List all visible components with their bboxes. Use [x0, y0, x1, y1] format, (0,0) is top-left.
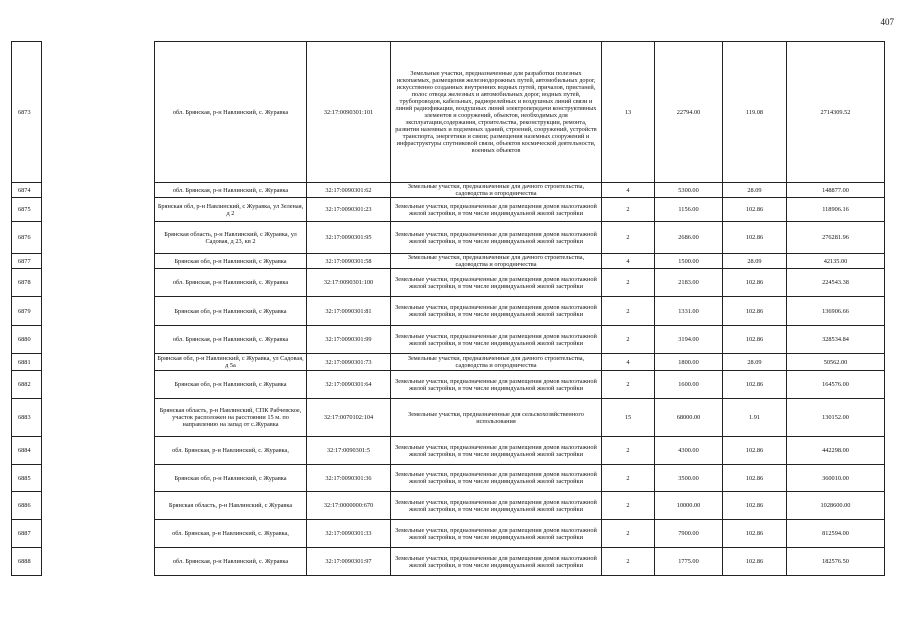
specific-value-cell: 102.86: [723, 492, 787, 520]
cadastral-value-cell: 1028600.00: [787, 492, 885, 520]
specific-value-cell: 28.09: [723, 183, 787, 198]
blank-gap-cell: [42, 326, 155, 354]
blank-gap-cell: [42, 371, 155, 399]
cadastral-value-cell: 118906.16: [787, 198, 885, 222]
specific-value-cell: 28.09: [723, 354, 787, 371]
address-cell: Брянская обл, р-н Навлинский, с Журавка: [155, 297, 307, 326]
land-group-cell: 2: [602, 326, 655, 354]
land-group-cell: 4: [602, 254, 655, 269]
cadastral-value-cell: 224543.38: [787, 269, 885, 297]
row-number-cell: 6877: [12, 254, 42, 269]
specific-value-cell: 102.86: [723, 548, 787, 576]
table-row: [12, 354, 885, 371]
table-row: [12, 520, 885, 548]
row-number-cell: 6880: [12, 326, 42, 354]
blank-gap-cell: [42, 465, 155, 492]
area-cell: 3194.00: [655, 326, 723, 354]
row-number-cell: 6876: [12, 222, 42, 254]
row-number-cell: 6887: [12, 520, 42, 548]
table-row: [12, 183, 885, 198]
land-use-purpose-cell: Земельные участки, предназначенные для размещения домов малоэтажной жилой застройки, в том числе индивидуальной жилой застройки: [391, 465, 602, 492]
area-cell: 2183.00: [655, 269, 723, 297]
address-cell: Брянская область, р-н Навлинский, СПК Рабчевское, участок расположен на расстоянии 15 м. по направлению на запад от с.Журавка: [155, 399, 307, 437]
address-cell: обл. Брянская, р-н Навлинский, с. Журавка,: [155, 437, 307, 465]
table-row: [12, 371, 885, 399]
table-row: [12, 326, 885, 354]
specific-value-cell: 102.86: [723, 297, 787, 326]
specific-value-cell: 102.86: [723, 326, 787, 354]
specific-value-cell: 102.86: [723, 520, 787, 548]
specific-value-cell: 102.86: [723, 222, 787, 254]
address-cell: Брянская обл, р-н Навлинский, с Журавка, ул Садовая, д 5а: [155, 354, 307, 371]
address-cell: Брянская область, р-н Навлинский, с Журавка, ул Садовая, д 23, кв 2: [155, 222, 307, 254]
table-row: [12, 465, 885, 492]
row-number-cell: 6879: [12, 297, 42, 326]
area-cell: 7900.00: [655, 520, 723, 548]
table-row: [12, 222, 885, 254]
area-cell: 68000.00: [655, 399, 723, 437]
address-cell: обл. Брянская, р-н Навлинский, с. Журавка,: [155, 520, 307, 548]
land-group-cell: 4: [602, 183, 655, 198]
blank-gap-cell: [42, 297, 155, 326]
land-group-cell: 2: [602, 371, 655, 399]
land-use-purpose-cell: Земельные участки, предназначенные для размещения домов малоэтажной жилой застройки, в том числе индивидуальной жилой застройки: [391, 437, 602, 465]
cadastral-value-cell: 164576.00: [787, 371, 885, 399]
land-use-purpose-cell: Земельные участки, предназначенные для размещения домов малоэтажной жилой застройки, в том числе индивидуальной жилой застройки: [391, 198, 602, 222]
cadastral-number-cell: 32:17:0090301:36: [307, 465, 391, 492]
cadastral-number-cell: 32:17:0090301:64: [307, 371, 391, 399]
cadastral-number-cell: 32:17:0090301:100: [307, 269, 391, 297]
area-cell: 22794.00: [655, 42, 723, 183]
table-row: [12, 198, 885, 222]
cadastral-value-cell: 136906.66: [787, 297, 885, 326]
cadastral-value-cell: 812594.00: [787, 520, 885, 548]
land-use-purpose-cell: Земельные участки, предназначенные для размещения домов малоэтажной жилой застройки, в том числе индивидуальной жилой застройки: [391, 297, 602, 326]
land-use-purpose-cell: Земельные участки, предназначенные для сельскохозяйственного использования: [391, 399, 602, 437]
row-number-cell: 6884: [12, 437, 42, 465]
blank-gap-cell: [42, 548, 155, 576]
land-group-cell: 2: [602, 297, 655, 326]
specific-value-cell: 102.86: [723, 437, 787, 465]
land-group-cell: 2: [602, 198, 655, 222]
table-row: [12, 548, 885, 576]
blank-gap-cell: [42, 254, 155, 269]
row-number-cell: 6881: [12, 354, 42, 371]
cadastral-number-cell: 32:17:0090301:58: [307, 254, 391, 269]
row-number-cell: 6888: [12, 548, 42, 576]
land-group-cell: 2: [602, 222, 655, 254]
land-group-cell: 2: [602, 492, 655, 520]
cadastral-value-cell: 276281.96: [787, 222, 885, 254]
land-use-purpose-cell: Земельные участки, предназначенные для размещения домов малоэтажной жилой застройки, в том числе индивидуальной жилой застройки: [391, 548, 602, 576]
row-number-cell: 6882: [12, 371, 42, 399]
specific-value-cell: 102.86: [723, 198, 787, 222]
blank-gap-cell: [42, 222, 155, 254]
area-cell: 1331.00: [655, 297, 723, 326]
page-number: 407: [880, 17, 894, 27]
blank-gap-cell: [42, 354, 155, 371]
cadastral-number-cell: 32:17:0090301:23: [307, 198, 391, 222]
blank-gap-cell: [42, 269, 155, 297]
blank-gap-cell: [42, 183, 155, 198]
address-cell: Брянская область, р-н Навлинский, с Журавка: [155, 492, 307, 520]
cadastral-number-cell: 32:17:0090301:99: [307, 326, 391, 354]
row-number-cell: 6875: [12, 198, 42, 222]
table-body: [12, 42, 885, 576]
area-cell: 1500.00: [655, 254, 723, 269]
land-use-purpose-cell: Земельные участки, предназначенные для разработки полезных ископаемых, размещения железнодорожных путей, автомобильных дорог, искусственно созданных внутренних водных путей, причалов, пристаней, полос отвода железных и автомобильных дорог, водных путей, трубопроводов, кабельных, радиорелейных и воздушных линий связи и линий радиофикации, воздушных линий электропередачи конструктивных элементов и сооружений, объектов, необходимых для эксплуатации,содержания, строительства, реконструкции, ремонта, развития наземных и подземных зданий, строений, сооружений, устройств транспорта, энергетики и связи; размещения наземных сооружений и инфраструктуры спутниковой связи, объектов космической деятельности, военных объектов: [391, 42, 602, 183]
cadastral-value-cell: 148877.00: [787, 183, 885, 198]
area-cell: 1800.00: [655, 354, 723, 371]
table-row: [12, 254, 885, 269]
row-number-cell: 6878: [12, 269, 42, 297]
cadastral-value-cell: 442298.00: [787, 437, 885, 465]
cadastral-value-cell: 2714309.52: [787, 42, 885, 183]
row-number-cell: 6874: [12, 183, 42, 198]
area-cell: 1156.00: [655, 198, 723, 222]
cadastral-number-cell: 32:17:0070102:104: [307, 399, 391, 437]
cadastral-number-cell: 32:17:0090301:33: [307, 520, 391, 548]
cadastral-number-cell: 32:17:0090301:97: [307, 548, 391, 576]
address-cell: Брянская обл, р-н Навлинский, с Журавка, ул Зеленая, д 2: [155, 198, 307, 222]
land-group-cell: 15: [602, 399, 655, 437]
table-row: [12, 42, 885, 183]
specific-value-cell: 28.09: [723, 254, 787, 269]
row-number-cell: 6883: [12, 399, 42, 437]
address-cell: Брянская обл, р-н Навлинский, с Журавка: [155, 254, 307, 269]
table-row: [12, 437, 885, 465]
address-cell: обл. Брянская, р-н Навлинский, с. Журавка: [155, 183, 307, 198]
specific-value-cell: 102.86: [723, 269, 787, 297]
cadastral-number-cell: 32:17:0090301:73: [307, 354, 391, 371]
address-cell: обл. Брянская, р-н Навлинский, с. Журавка: [155, 326, 307, 354]
area-cell: 3500.00: [655, 465, 723, 492]
land-use-purpose-cell: Земельные участки, предназначенные для размещения домов малоэтажной жилой застройки, в том числе индивидуальной жилой застройки: [391, 520, 602, 548]
land-group-cell: 13: [602, 42, 655, 183]
land-group-cell: 2: [602, 548, 655, 576]
address-cell: Брянская обл, р-н Навлинский, с Журавка: [155, 465, 307, 492]
specific-value-cell: 119.08: [723, 42, 787, 183]
table-row: [12, 492, 885, 520]
area-cell: 4300.00: [655, 437, 723, 465]
area-cell: 1600.00: [655, 371, 723, 399]
address-cell: Брянская обл, р-н Навлинский, с Журавка: [155, 371, 307, 399]
specific-value-cell: 102.86: [723, 371, 787, 399]
blank-gap-cell: [42, 42, 155, 183]
land-group-cell: 2: [602, 437, 655, 465]
cadastral-number-cell: 32:17:0090301:101: [307, 42, 391, 183]
cadastral-value-cell: 360010.00: [787, 465, 885, 492]
land-use-purpose-cell: Земельные участки, предназначенные для дачного строительства, садоводства и огородничества: [391, 183, 602, 198]
specific-value-cell: 1.91: [723, 399, 787, 437]
area-cell: 1775.00: [655, 548, 723, 576]
area-cell: 2686.00: [655, 222, 723, 254]
address-cell: обл. Брянская, р-н Навлинский, с. Журавка: [155, 269, 307, 297]
row-number-cell: 6886: [12, 492, 42, 520]
land-use-purpose-cell: Земельные участки, предназначенные для размещения домов малоэтажной жилой застройки, в том числе индивидуальной жилой застройки: [391, 222, 602, 254]
address-cell: обл. Брянская, р-н Навлинский, с. Журавка: [155, 548, 307, 576]
land-use-purpose-cell: Земельные участки, предназначенные для размещения домов малоэтажной жилой застройки, в том числе индивидуальной жилой застройки: [391, 371, 602, 399]
cadastral-number-cell: 32:17:0090301:5: [307, 437, 391, 465]
land-parcels-table: [11, 41, 885, 576]
cadastral-number-cell: 32:17:0090301:81: [307, 297, 391, 326]
cadastral-value-cell: 42135.00: [787, 254, 885, 269]
land-use-purpose-cell: Земельные участки, предназначенные для дачного строительства, садоводства и огородничества: [391, 354, 602, 371]
land-group-cell: 2: [602, 520, 655, 548]
cadastral-value-cell: 328534.84: [787, 326, 885, 354]
cadastral-value-cell: 182576.50: [787, 548, 885, 576]
cadastral-number-cell: 32:17:0090301:62: [307, 183, 391, 198]
area-cell: 10000.00: [655, 492, 723, 520]
land-use-purpose-cell: Земельные участки, предназначенные для размещения домов малоэтажной жилой застройки, в том числе индивидуальной жилой застройки: [391, 269, 602, 297]
land-group-cell: 4: [602, 354, 655, 371]
cadastral-value-cell: 130152.00: [787, 399, 885, 437]
land-use-purpose-cell: Земельные участки, предназначенные для размещения домов малоэтажной жилой застройки, в том числе индивидуальной жилой застройки: [391, 326, 602, 354]
land-use-purpose-cell: Земельные участки, предназначенные для дачного строительства, садоводства и огородничества: [391, 254, 602, 269]
area-cell: 5300.00: [655, 183, 723, 198]
cadastral-number-cell: 32:17:0090301:95: [307, 222, 391, 254]
blank-gap-cell: [42, 399, 155, 437]
row-number-cell: 6885: [12, 465, 42, 492]
specific-value-cell: 102.86: [723, 465, 787, 492]
blank-gap-cell: [42, 437, 155, 465]
address-cell: обл. Брянская, р-н Навлинский, с. Журавка: [155, 42, 307, 183]
land-group-cell: 2: [602, 465, 655, 492]
row-number-cell: 6873: [12, 42, 42, 183]
cadastral-value-cell: 50562.00: [787, 354, 885, 371]
land-group-cell: 2: [602, 269, 655, 297]
blank-gap-cell: [42, 492, 155, 520]
blank-gap-cell: [42, 198, 155, 222]
blank-gap-cell: [42, 520, 155, 548]
cadastral-number-cell: 32:17:0000000:670: [307, 492, 391, 520]
table-row: [12, 269, 885, 297]
table-row: [12, 399, 885, 437]
land-use-purpose-cell: Земельные участки, предназначенные для размещения домов малоэтажной жилой застройки, в том числе индивидуальной жилой застройки: [391, 492, 602, 520]
table-row: [12, 297, 885, 326]
